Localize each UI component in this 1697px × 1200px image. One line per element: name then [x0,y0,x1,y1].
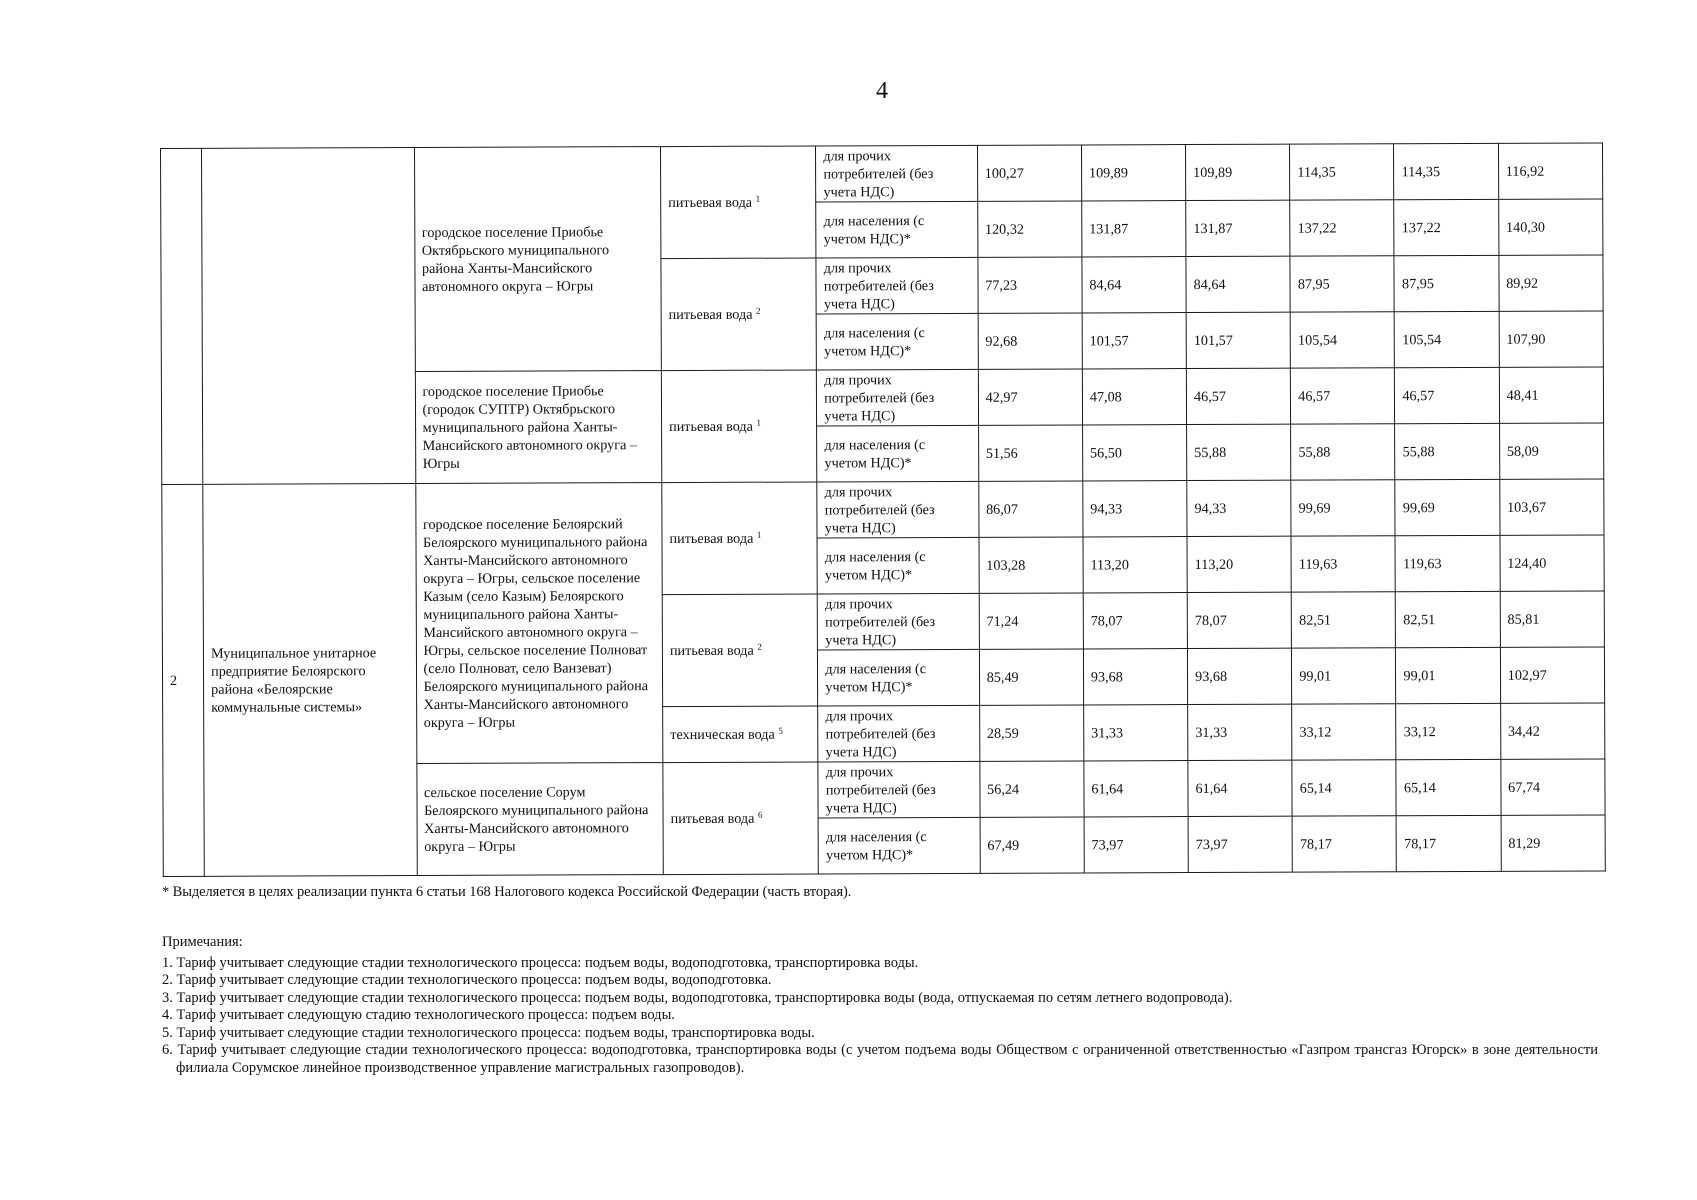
tariff-value: 93,68 [1187,648,1291,704]
tariff-value: 48,41 [1499,367,1604,423]
consumer-cell: для населения (с учетом НДС)* [818,649,980,706]
tariff-value: 99,01 [1292,648,1396,704]
tariff-value: 119,63 [1395,535,1499,591]
tariff-value: 61,64 [1084,761,1188,817]
tariff-value: 67,49 [980,817,1084,873]
note-item: 6. Тариф учитывает следующие стадии технологического процесса: водоподготовка, транспортировка воды (с учетом подъема воды Обществом с ограниченной ответственностью «Газпром трансгаз Югорск» в зоне деятельности филиала Сорумское линейное производственное управление магистральных газопроводов). [162,1042,1598,1076]
tariff-value: 89,92 [1499,255,1604,311]
tariff-value: 67,74 [1501,759,1606,815]
tariff-value: 94,33 [1083,481,1187,537]
tariff-value: 99,69 [1395,479,1499,535]
tariff-value: 33,12 [1292,704,1396,760]
consumer-cell: для населения (с учетом НДС)* [816,313,978,370]
municipality-cell: городское поселение Приобье Октябрьского муниципального района Ханты-Мансийского автономного округа – Югры [414,147,661,372]
consumer-cell: для прочих потребителей (без учета НДС) [816,257,978,314]
tariff-value: 103,28 [979,537,1083,593]
tariff-value: 78,07 [1083,593,1187,649]
consumer-cell: для населения (с учетом НДС)* [817,425,979,482]
tariff-value: 99,01 [1396,647,1500,703]
tariff-value: 84,64 [1082,257,1186,313]
tariff-value: 93,68 [1083,649,1187,705]
tariff-value: 103,67 [1499,479,1604,535]
tariff-value: 85,81 [1500,591,1605,647]
tariff-value: 65,14 [1292,760,1396,816]
note-item: 3. Тариф учитывает следующие стадии технологического процесса: подъем воды, водоподготовка, транспортировка воды (вода, отпускаемая по сетям летнего водопровода). [162,989,1233,1006]
vat-footnote: * Выделяется в целях реализации пункта 6 статьи 168 Налогового кодекса Российской Федерации (часть вторая). [162,884,852,900]
tariff-value: 31,33 [1188,704,1292,760]
org-name-cell [202,148,416,485]
tariff-value: 46,57 [1395,367,1499,423]
org-name-cell: Муниципальное унитарное предприятие Белоярского района «Белоярские коммунальные системы» [203,484,417,877]
tariff-table [160,142,1606,877]
tariff-value: 101,57 [1186,312,1290,368]
water-type-cell: техническая вода $^5$ [663,706,819,763]
tariff-value: 102,97 [1500,647,1605,703]
tariff-value: 65,14 [1396,759,1500,815]
tariff-value: 51,56 [978,425,1082,481]
note-item: 1. Тариф учитывает следующие стадии технологического процесса: подъем воды, водоподготовка, транспортировка воды. [162,954,919,971]
municipality-cell: городское поселение Приобье (городок СУПТР) Октябрьского муниципального района Ханты-Мансийского автономного округа – Югры [415,371,662,484]
tariff-value: 113,20 [1187,536,1291,592]
tariff-value: 113,20 [1083,537,1187,593]
tariff-value: 46,57 [1186,368,1290,424]
tariff-value: 55,88 [1291,424,1395,480]
notes-section [162,934,1598,1077]
tariff-value: 82,51 [1396,591,1500,647]
tariff-value: 137,22 [1394,199,1498,255]
tariff-value: 78,17 [1292,816,1396,872]
tariff-value: 55,88 [1395,423,1499,479]
notes-heading: Примечания: [162,934,243,950]
consumer-cell: для населения (с учетом НДС)* [818,817,980,874]
tariff-value: 84,64 [1186,256,1290,312]
tariff-value: 109,89 [1186,144,1290,200]
tariff-value: 92,68 [978,313,1082,369]
water-type-cell: питьевая вода $^1$ [661,146,817,259]
tariff-value: 78,07 [1187,592,1291,648]
municipality-cell: городское поселение Белоярский Белоярского муниципального района Ханты-Мансийского автономного округа – Югры, сельское поселение Казым (село Казым) Белоярского муниципального района Ханты-Мансийского автономного округа – Югры, сельское поселение Полноват (село Полноват, село Ванзеват) Белоярского муниципального района Ханты-Мансийского автономного округа – Югры [415,483,663,764]
tariff-value: 105,54 [1395,311,1499,367]
tariff-value: 56,50 [1082,425,1186,481]
tariff-value: 120,32 [977,201,1081,257]
tariff-value: 28,59 [979,705,1083,761]
note-item: 4. Тариф учитывает следующую стадию технологического процесса: подъем воды. [162,1007,675,1023]
municipality-cell: сельское поселение Сорум Белоярского муниципального района Ханты-Мансийского автономного округа – Югры [416,763,663,876]
water-type-cell: питьевая вода $^1$ [662,482,818,595]
table-row [162,479,1604,541]
tariff-value: 33,12 [1396,703,1500,759]
tariff-value: 87,95 [1394,255,1498,311]
tariff-value: 124,40 [1500,535,1605,591]
tariff-value: 47,08 [1082,369,1186,425]
tariff-value: 85,49 [979,649,1083,705]
consumer-cell: для прочих потребителей (без учета НДС) [818,593,980,650]
tariff-value: 34,42 [1500,703,1605,759]
note-item: 2. Тариф учитывает следующие стадии технологического процесса: подъем воды, водоподготовка. [162,972,772,988]
tariff-value: 99,69 [1291,480,1395,536]
tariff-value: 58,09 [1499,423,1604,479]
consumer-cell: для прочих потребителей (без учета НДС) [818,705,980,762]
tariff-value: 82,51 [1291,592,1395,648]
consumer-cell: для прочих потребителей (без учета НДС) [817,369,979,426]
tariff-value: 109,89 [1081,145,1185,201]
tariff-value: 140,30 [1498,199,1603,255]
consumer-cell: для прочих потребителей (без учета НДС) [818,761,980,818]
tariff-value: 46,57 [1291,368,1395,424]
org-number-cell: 2 [162,484,205,876]
tariff-value: 73,97 [1188,816,1292,872]
page-number: 4 [876,78,888,104]
tariff-value: 105,54 [1290,312,1394,368]
tariff-value: 101,57 [1082,313,1186,369]
tariff-value: 55,88 [1187,424,1291,480]
note-item: 5. Тариф учитывает следующие стадии технологического процесса: подъем воды, транспортировка воды. [162,1024,815,1041]
tariff-value: 87,95 [1290,256,1394,312]
tariff-value: 131,87 [1186,200,1290,256]
tariff-value: 73,97 [1084,817,1188,873]
tariff-value: 107,90 [1499,311,1604,367]
tariff-value: 71,24 [979,593,1083,649]
org-number-cell [161,148,203,484]
tariff-value: 61,64 [1188,760,1292,816]
tariff-value: 94,33 [1187,480,1291,536]
tariff-value: 137,22 [1290,200,1394,256]
tariff-value: 116,92 [1498,143,1603,199]
water-type-cell: питьевая вода $^1$ [661,370,817,483]
water-type-cell: питьевая вода $^2$ [662,594,818,707]
tariff-value: 81,29 [1501,815,1606,871]
consumer-cell: для прочих потребителей (без учета НДС) [817,481,979,538]
tariff-value: 86,07 [978,481,1082,537]
tariff-value: 131,87 [1082,201,1186,257]
tariff-value: 31,33 [1084,705,1188,761]
tariff-value: 42,97 [978,369,1082,425]
consumer-cell: для прочих потребителей (без учета НДС) [816,145,978,202]
tariff-value: 78,17 [1397,815,1501,871]
tariff-value: 56,24 [980,761,1084,817]
water-type-cell: питьевая вода $^6$ [663,762,819,875]
consumer-cell: для населения (с учетом НДС)* [816,201,978,258]
consumer-cell: для населения (с учетом НДС)* [817,537,979,594]
tariff-value: 100,27 [977,145,1081,201]
tariff-value: 77,23 [978,257,1082,313]
tariff-value: 114,35 [1394,143,1498,199]
water-type-cell: питьевая вода $^2$ [661,258,817,371]
tariff-value: 114,35 [1290,144,1394,200]
tariff-value: 119,63 [1291,536,1395,592]
table-row [161,143,1603,205]
